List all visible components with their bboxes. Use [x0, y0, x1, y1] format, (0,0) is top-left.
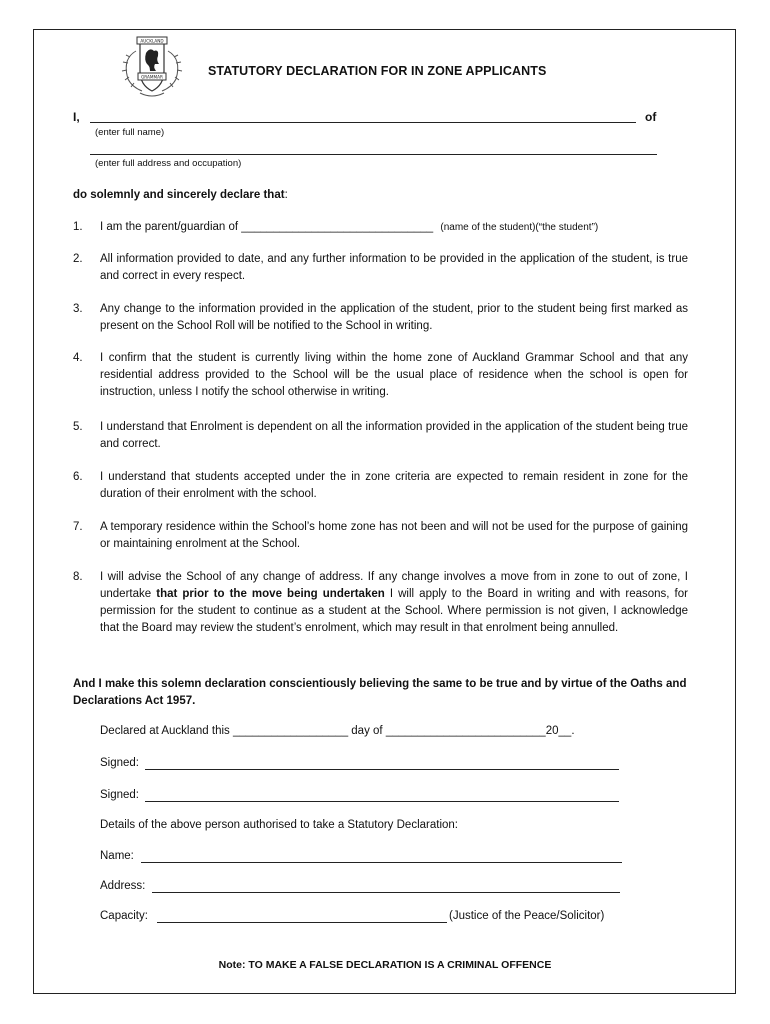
address-occupation-field[interactable] [90, 154, 657, 155]
capacity-field[interactable] [157, 922, 447, 923]
declared-year-field[interactable]: __ [558, 725, 572, 737]
declare-heading: do solemnly and sincerely declare that: [73, 189, 288, 201]
full-name-field[interactable] [90, 122, 636, 123]
declaration-item-3: 3. Any change to the information provided in the application of the student, prior to the student being first marked as present on the School Roll will be notified to the School in writing. [73, 303, 688, 332]
declaration-item-1: 1. I am the parent/guardian of ______________________________ (name of the student)(“the student”) [73, 221, 599, 233]
declaration-item-7: 7. A temporary residence within the School’s home zone has not been and will not be used for the purpose of gaining or maintaining enrolment at the School. [73, 521, 688, 550]
authorised-person-heading: Details of the above person authorised to take a Statutory Declaration: [100, 819, 458, 831]
capacity-label: Capacity: [100, 910, 148, 922]
declared-day-field[interactable]: __________________ [232, 725, 349, 737]
signed-label-1: Signed: [100, 757, 140, 769]
declaration-item-8: 8. I will advise the School of any change of address. If any change involves a move from in zone to out of zone, I undertake that prior to the move being undertaken I will apply to the Board in writing and with reasons, for permission for the student to continue as a student at the School. Where permission is not given, I acknowledge that the Board may review the student’s enrolment, which may result in that enrolment being annulled. [73, 571, 688, 634]
declared-month-field[interactable]: _________________________ [385, 725, 546, 737]
signed-label-2: Signed: [100, 789, 140, 801]
name-label: Name: [100, 850, 134, 862]
name-hint: (enter full name) [95, 127, 165, 138]
school-crest-logo [110, 33, 194, 105]
signature-field-2[interactable] [145, 801, 619, 802]
i-label: I, [73, 110, 80, 124]
authoriser-name-field[interactable] [141, 862, 622, 863]
page-title: STATUTORY DECLARATION FOR IN ZONE APPLICANTS [208, 64, 547, 78]
declaration-item-4: 4. I confirm that the student is currently living within the home zone of Auckland Grammar School and that any residential address provided to the School will be the usual place of residence when the school is open for instruction, unless I notify the school otherwise in writing. [73, 352, 688, 398]
address-hint: (enter full address and occupation) [95, 158, 242, 169]
declared-at-line: Declared at Auckland this __________________ day of _________________________20__. [100, 725, 575, 737]
capacity-suffix: (Justice of the Peace/Solicitor) [449, 910, 605, 922]
signature-field-1[interactable] [145, 769, 619, 770]
address-label: Address: [100, 880, 146, 892]
false-declaration-note: Note: TO MAKE A FALSE DECLARATION IS A CRIMINAL OFFENCE [218, 959, 552, 971]
solemn-declaration: And I make this solemn declaration conscientiously believing the same to be true and by virtue of the Oaths and Declarations Act 1957. [73, 678, 687, 707]
page-border [33, 29, 736, 994]
declaration-item-2: 2. All information provided to date, and any further information to be provided in the application of the student, is true and correct in every respect. [73, 253, 688, 282]
declaration-item-6: 6. I understand that students accepted under the in zone criteria are expected to remain resident in zone for the duration of their enrolment with the school. [73, 471, 688, 500]
svg-text:GRAMMAR: GRAMMAR [141, 74, 163, 80]
svg-text:AUCKLAND: AUCKLAND [140, 38, 164, 44]
of-label: of [645, 110, 657, 124]
student-name-field[interactable]: ______________________________ [241, 221, 434, 233]
authoriser-address-field[interactable] [152, 892, 620, 893]
declaration-item-5: 5. I understand that Enrolment is dependent on all the information provided in the application of the student being true and correct. [73, 421, 688, 450]
